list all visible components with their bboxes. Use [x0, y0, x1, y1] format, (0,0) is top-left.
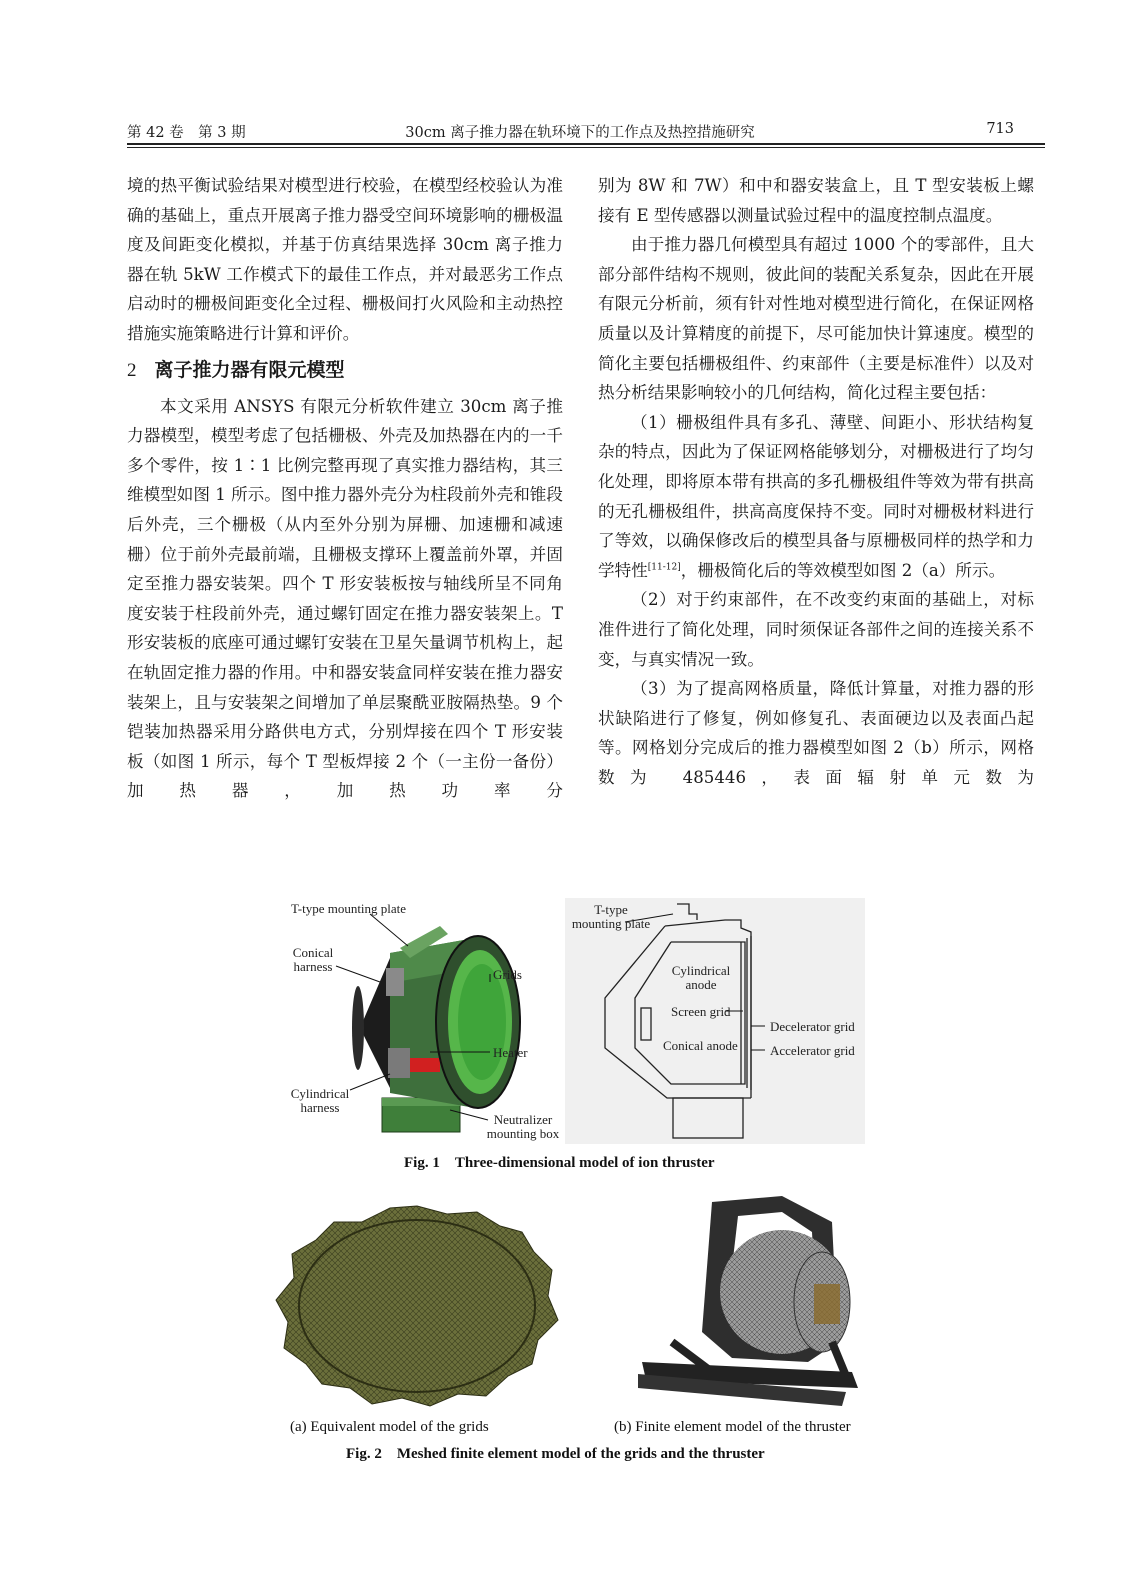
label-neutralizer-mounting-box: Neutralizer mounting box: [486, 1112, 560, 1141]
left-column: [127, 171, 563, 806]
citation[interactable]: [11-12]: [647, 562, 681, 573]
label-heater: Heater: [493, 1045, 528, 1060]
figure-2-caption: Fig. 2 Meshed finite element model of the grids and the thruster: [346, 1446, 765, 1462]
figure-2a-subcaption: (a) Equivalent model of the grids: [290, 1419, 489, 1435]
figure-2b-subcaption: (b) Finite element model of the thruster: [614, 1419, 851, 1435]
label-decelerator-grid: Decelerator grid: [770, 1019, 855, 1034]
label-conical-harness: Conical harness: [292, 945, 334, 974]
label-t-type-mounting-plate-2: T-type mounting plate: [571, 902, 651, 931]
label-cylindrical-anode: Cylindrical anode: [671, 963, 731, 992]
paragraph: 本文采用 ANSYS 有限元分析软件建立 30cm 离子推力器模型，模型考虑了包括栅极、外壳及加热器在内的一千多个零件，按 1∶1 比例完整再现了真实推力器结构，其三维模型如图 1 所示。图中推力器外壳分为柱段前外壳和锥段后外壳，三个栅极（从内至外分别为屏栅、加速栅和减速栅）位于前外壳最前端，且栅极支撑环上覆盖前外罩，并固定至推力器安装架。四个 T 形安装板按与轴线所呈不同角度安装于柱段前外壳，通过螺钉固定在推力器安装架上。T 形安装板的底座可通过螺钉安装在卫星矢量调节机构上，起在轨固定推力器的作用。中和器安装盒同样安装在推力器安装架上，且与安装架之间增加了单层聚酰亚胺隔热垫。9 个铠装加热器采用分路供电方式，分别焊接在四个 T 形安装板（如图 1 所示，每个 T 型板焊接 2 个（一主份一备份）加热器，加热功率分: [127, 396, 563, 801]
page-number: 713: [986, 121, 1014, 137]
paragraph-text: （1）栅极组件具有多孔、薄壁、间距小、形状结构复杂的特点，因此为了保证网格能够划分，对栅极进行了均匀化处理，即将原本带有拱高的多孔栅极组件等效为带有拱高的无孔栅极组件，拱高高度保持不变。同时对栅极材料进行了等效，以确保修改后的模型具备与原栅极同样的热学和力学特性: [598, 412, 1034, 580]
running-title: 30cm 离子推力器在轨环境下的工作点及热控措施研究: [405, 125, 755, 141]
fig2a-meshed-grids-image: [272, 1200, 562, 1410]
label-cylindrical-harness: Cylindrical harness: [290, 1086, 350, 1115]
figure-1-caption: Fig. 1 Three-dimensional model of ion thruster: [404, 1155, 715, 1171]
right-column: [598, 171, 1034, 792]
header-rule: [127, 143, 1045, 145]
paragraph: （2）对于约束部件，在不改变约束面的基础上，对标准件进行了简化处理，同时须保证各部件之间的连接关系不变，与真实情况一致。: [598, 590, 1034, 669]
label-grids: Grids: [493, 967, 522, 982]
section-title: 离子推力器有限元模型: [154, 358, 345, 381]
journal-volume-issue: 第 42 卷 第 3 期: [127, 125, 246, 141]
label-t-type-mounting-plate: T-type mounting plate: [291, 901, 407, 916]
header-rule-thin: [127, 147, 1045, 148]
label-screen-grid: Screen grid: [671, 1004, 731, 1019]
paragraph: 境的热平衡试验结果对模型进行校验，在模型经校验认为准确的基础上，重点开展离子推力器受空间环境影响的栅极温度及间距变化模拟，并基于仿真结果选择 30cm 离子推力器在轨 5kW 工作模式下的最佳工作点，并对最恶劣工作点启动时的栅极间距变化全过程、栅极间打火风险和主动热控措施实施策略进行计算和评价。: [127, 176, 563, 343]
section-number: 2: [127, 359, 137, 381]
paragraph: （3）为了提高网格质量，降低计算量，对推力器的形状缺陷进行了修复，例如修复孔、表面硬边以及表面凸起等。网格划分完成后的推力器模型如图 2（b）所示，网格数为 485446，表面辐射单元数为: [598, 679, 1034, 787]
label-conical-anode: Conical anode: [663, 1038, 738, 1053]
section-heading: [127, 355, 563, 386]
label-accelerator-grid: Accelerator grid: [770, 1043, 855, 1058]
fig2b-thruster-mesh-image: [632, 1192, 872, 1414]
paragraph: [598, 408, 1034, 586]
paragraph: 由于推力器几何模型具有超过 1000 个的零部件，且大部分部件结构不规则，彼此间的装配关系复杂，因此在开展有限元分析前，须有针对性地对模型进行简化，在保证网格质量以及计算精度的前提下，尽可能加快计算速度。模型的简化主要包括栅极组件、约束部件（主要是标准件）以及对热分析结果影响较小的几何结构，简化过程主要包括：: [598, 235, 1034, 403]
paragraph: 别为 8W 和 7W）和中和器安装盒上，且 T 型安装板上螺接有 E 型传感器以测量试验过程中的温度控制点温度。: [598, 176, 1034, 225]
paragraph-text: ，栅极简化后的等效模型如图 2（a）所示。: [680, 560, 1006, 580]
